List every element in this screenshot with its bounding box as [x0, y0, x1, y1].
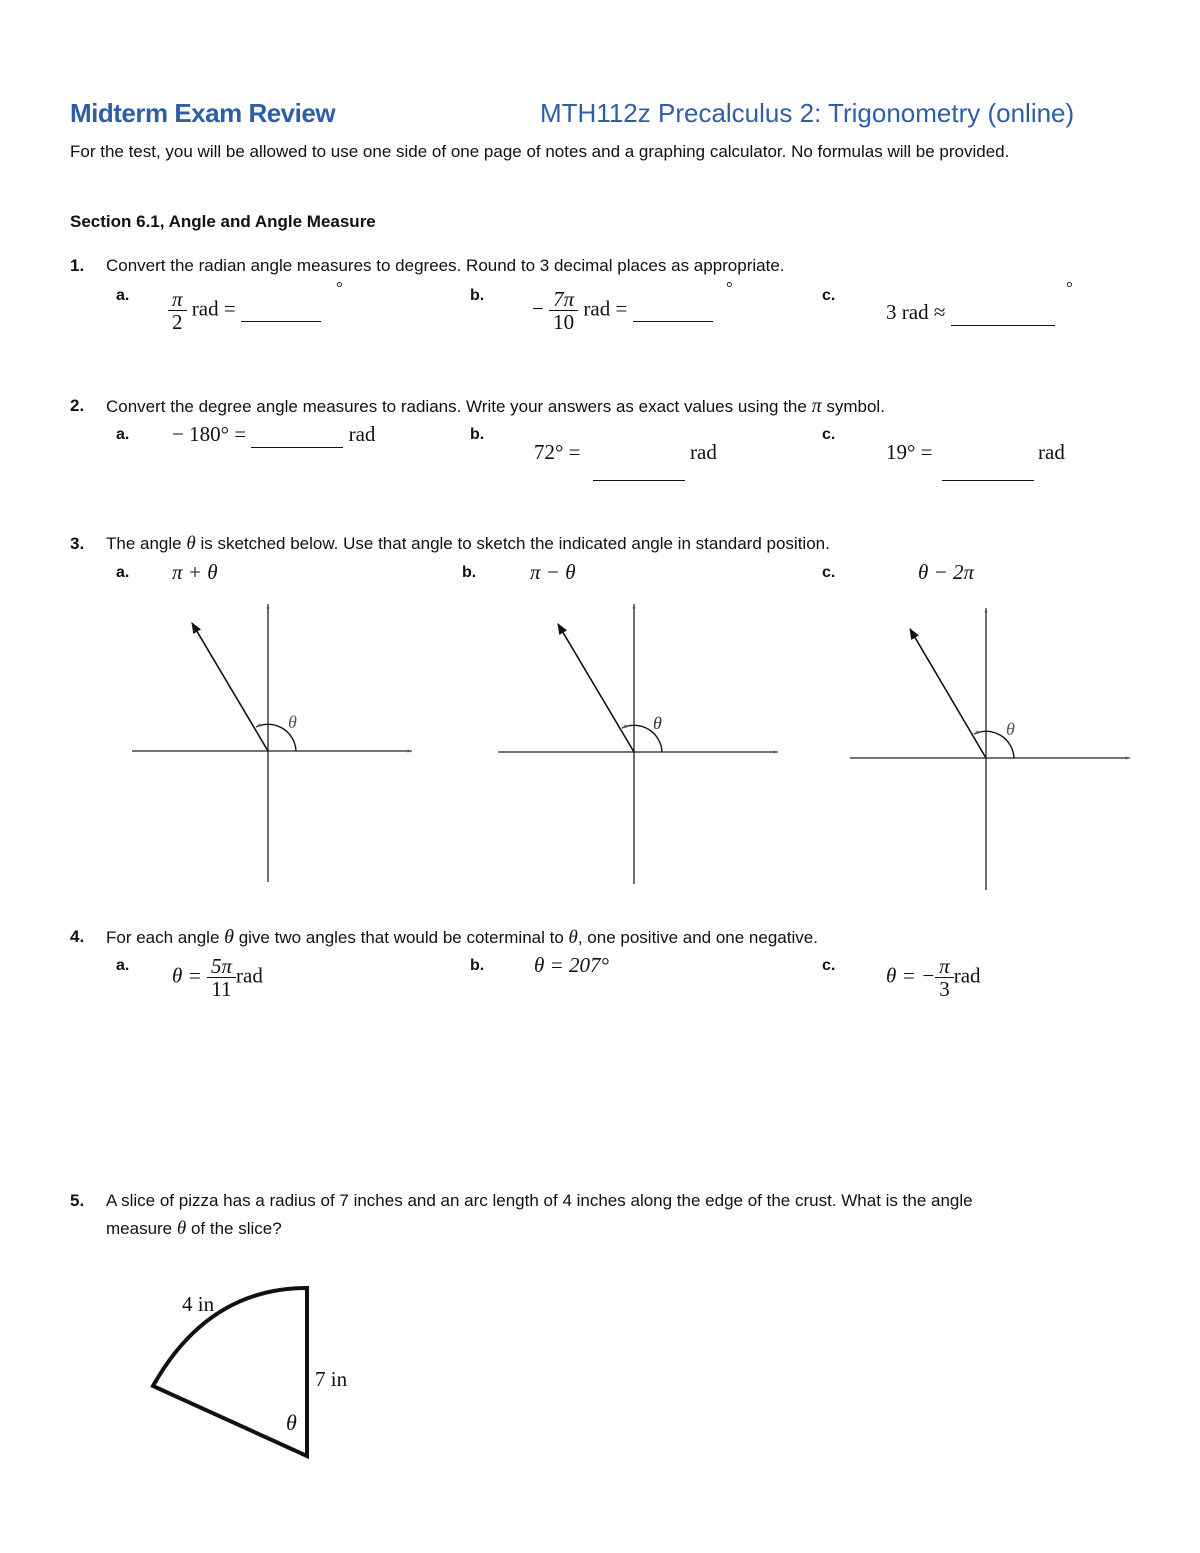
q4c-unit: rad [953, 963, 981, 988]
q4c-numerator: π [935, 955, 954, 978]
q1b-label: b. [470, 287, 485, 304]
q1a-numerator: π [168, 288, 187, 311]
q2a-label: a. [116, 426, 130, 443]
q1b-numerator: 7π [549, 288, 578, 311]
q2b-expr: 72° = [534, 440, 581, 464]
q4b-expr: θ = 207° [534, 953, 609, 977]
pizza-slice-shape [153, 1288, 307, 1456]
q2-pi: π [811, 395, 822, 417]
pizza-radius-label: 7 in [315, 1367, 348, 1391]
q2b-rad: rad [690, 440, 717, 464]
q2c-rad: rad [1038, 440, 1065, 464]
q4b-label: b. [470, 957, 485, 974]
q2c-expr: 19° = [886, 440, 933, 464]
q3a-label: a. [116, 564, 130, 581]
page-title: Midterm Exam Review [70, 98, 336, 128]
q4c-lhs: θ = − [886, 963, 936, 988]
q5-text-line1: A slice of pizza has a radius of 7 inches and an arc length of 4 inches along the edge of the crust. What is the angle [106, 1191, 973, 1210]
q4a-numerator: 5π [207, 955, 236, 978]
q2c-label: c. [822, 426, 836, 443]
q1-text: Convert the radian angle measures to degrees. Round to 3 decimal places as appropriate. [106, 256, 785, 275]
q4c-label: c. [822, 957, 836, 974]
q4-text-mid: give two angles that would be coterminal to [238, 928, 564, 947]
q1b-denominator: 10 [553, 310, 575, 335]
q2a-expr: − 180° = [172, 422, 247, 446]
q3a-theta-label: θ [288, 712, 297, 732]
q1a-label: a. [116, 287, 130, 304]
q5-number: 5. [70, 1191, 85, 1210]
q5-text-line2-after: of the slice? [190, 1219, 282, 1238]
q3-text-before: The angle [106, 534, 182, 553]
q4-theta: θ [224, 926, 234, 948]
q1-number: 1. [70, 256, 85, 275]
q3c-expr: θ − 2π [918, 560, 975, 584]
q4-text-before: For each angle [106, 928, 220, 947]
q4a-denominator: 11 [211, 977, 232, 1002]
q4a-label: a. [116, 957, 130, 974]
q4a-lhs: θ = [172, 963, 202, 988]
course-title: MTH112z Precalculus 2: Trigonometry (online) [540, 98, 1075, 128]
q2-text-after: symbol. [826, 397, 885, 416]
q4a-unit: rad [236, 963, 263, 988]
q3-theta: θ [186, 533, 196, 554]
q4-text-after: , one positive and one negative. [577, 928, 818, 947]
q5-theta: θ [176, 1218, 187, 1239]
q2b-label: b. [470, 426, 485, 443]
q1a-degree: ° [336, 278, 343, 297]
q5-text-line2-before: measure [106, 1219, 173, 1238]
q3-text-after: is sketched below. Use that angle to sketch the indicated angle in standard position. [200, 534, 830, 553]
q3c-theta-label: θ [1006, 719, 1015, 739]
q1b-degree: ° [726, 278, 733, 297]
q1b-rad-eq: rad = [583, 296, 628, 321]
intro-text: For the test, you will be allowed to use one side of one page of notes and a graphing calculator. No formulas will be provided. [70, 142, 1010, 161]
q4-number: 4. [70, 927, 85, 946]
q3a-expr: π + θ [172, 560, 218, 584]
q3b-theta-label: θ [653, 713, 662, 733]
pizza-arc-label: 4 in [182, 1292, 215, 1316]
q4-theta-2: θ [568, 927, 578, 948]
q4c-denominator: 3 [939, 977, 950, 1002]
q2-text-before: Convert the degree angle measures to radians. Write your answers as exact values using the [106, 397, 807, 416]
q1c-degree: ° [1066, 278, 1073, 297]
q3b-expr: π − θ [530, 560, 576, 584]
q1b-negative: − [532, 296, 544, 321]
q2-number: 2. [70, 396, 85, 415]
q3b-label: b. [462, 564, 477, 581]
q3-number: 3. [70, 534, 85, 553]
q2a-rad: rad [348, 422, 376, 446]
q1a-rad-eq: rad = [191, 296, 236, 321]
q1c-label: c. [822, 287, 836, 304]
q1c-expr: 3 rad ≈ [886, 300, 946, 324]
section-heading: Section 6.1, Angle and Angle Measure [70, 212, 376, 231]
pizza-angle-label: θ [286, 1410, 297, 1435]
q3c-label: c. [822, 564, 836, 581]
q1a-denominator: 2 [172, 310, 183, 335]
